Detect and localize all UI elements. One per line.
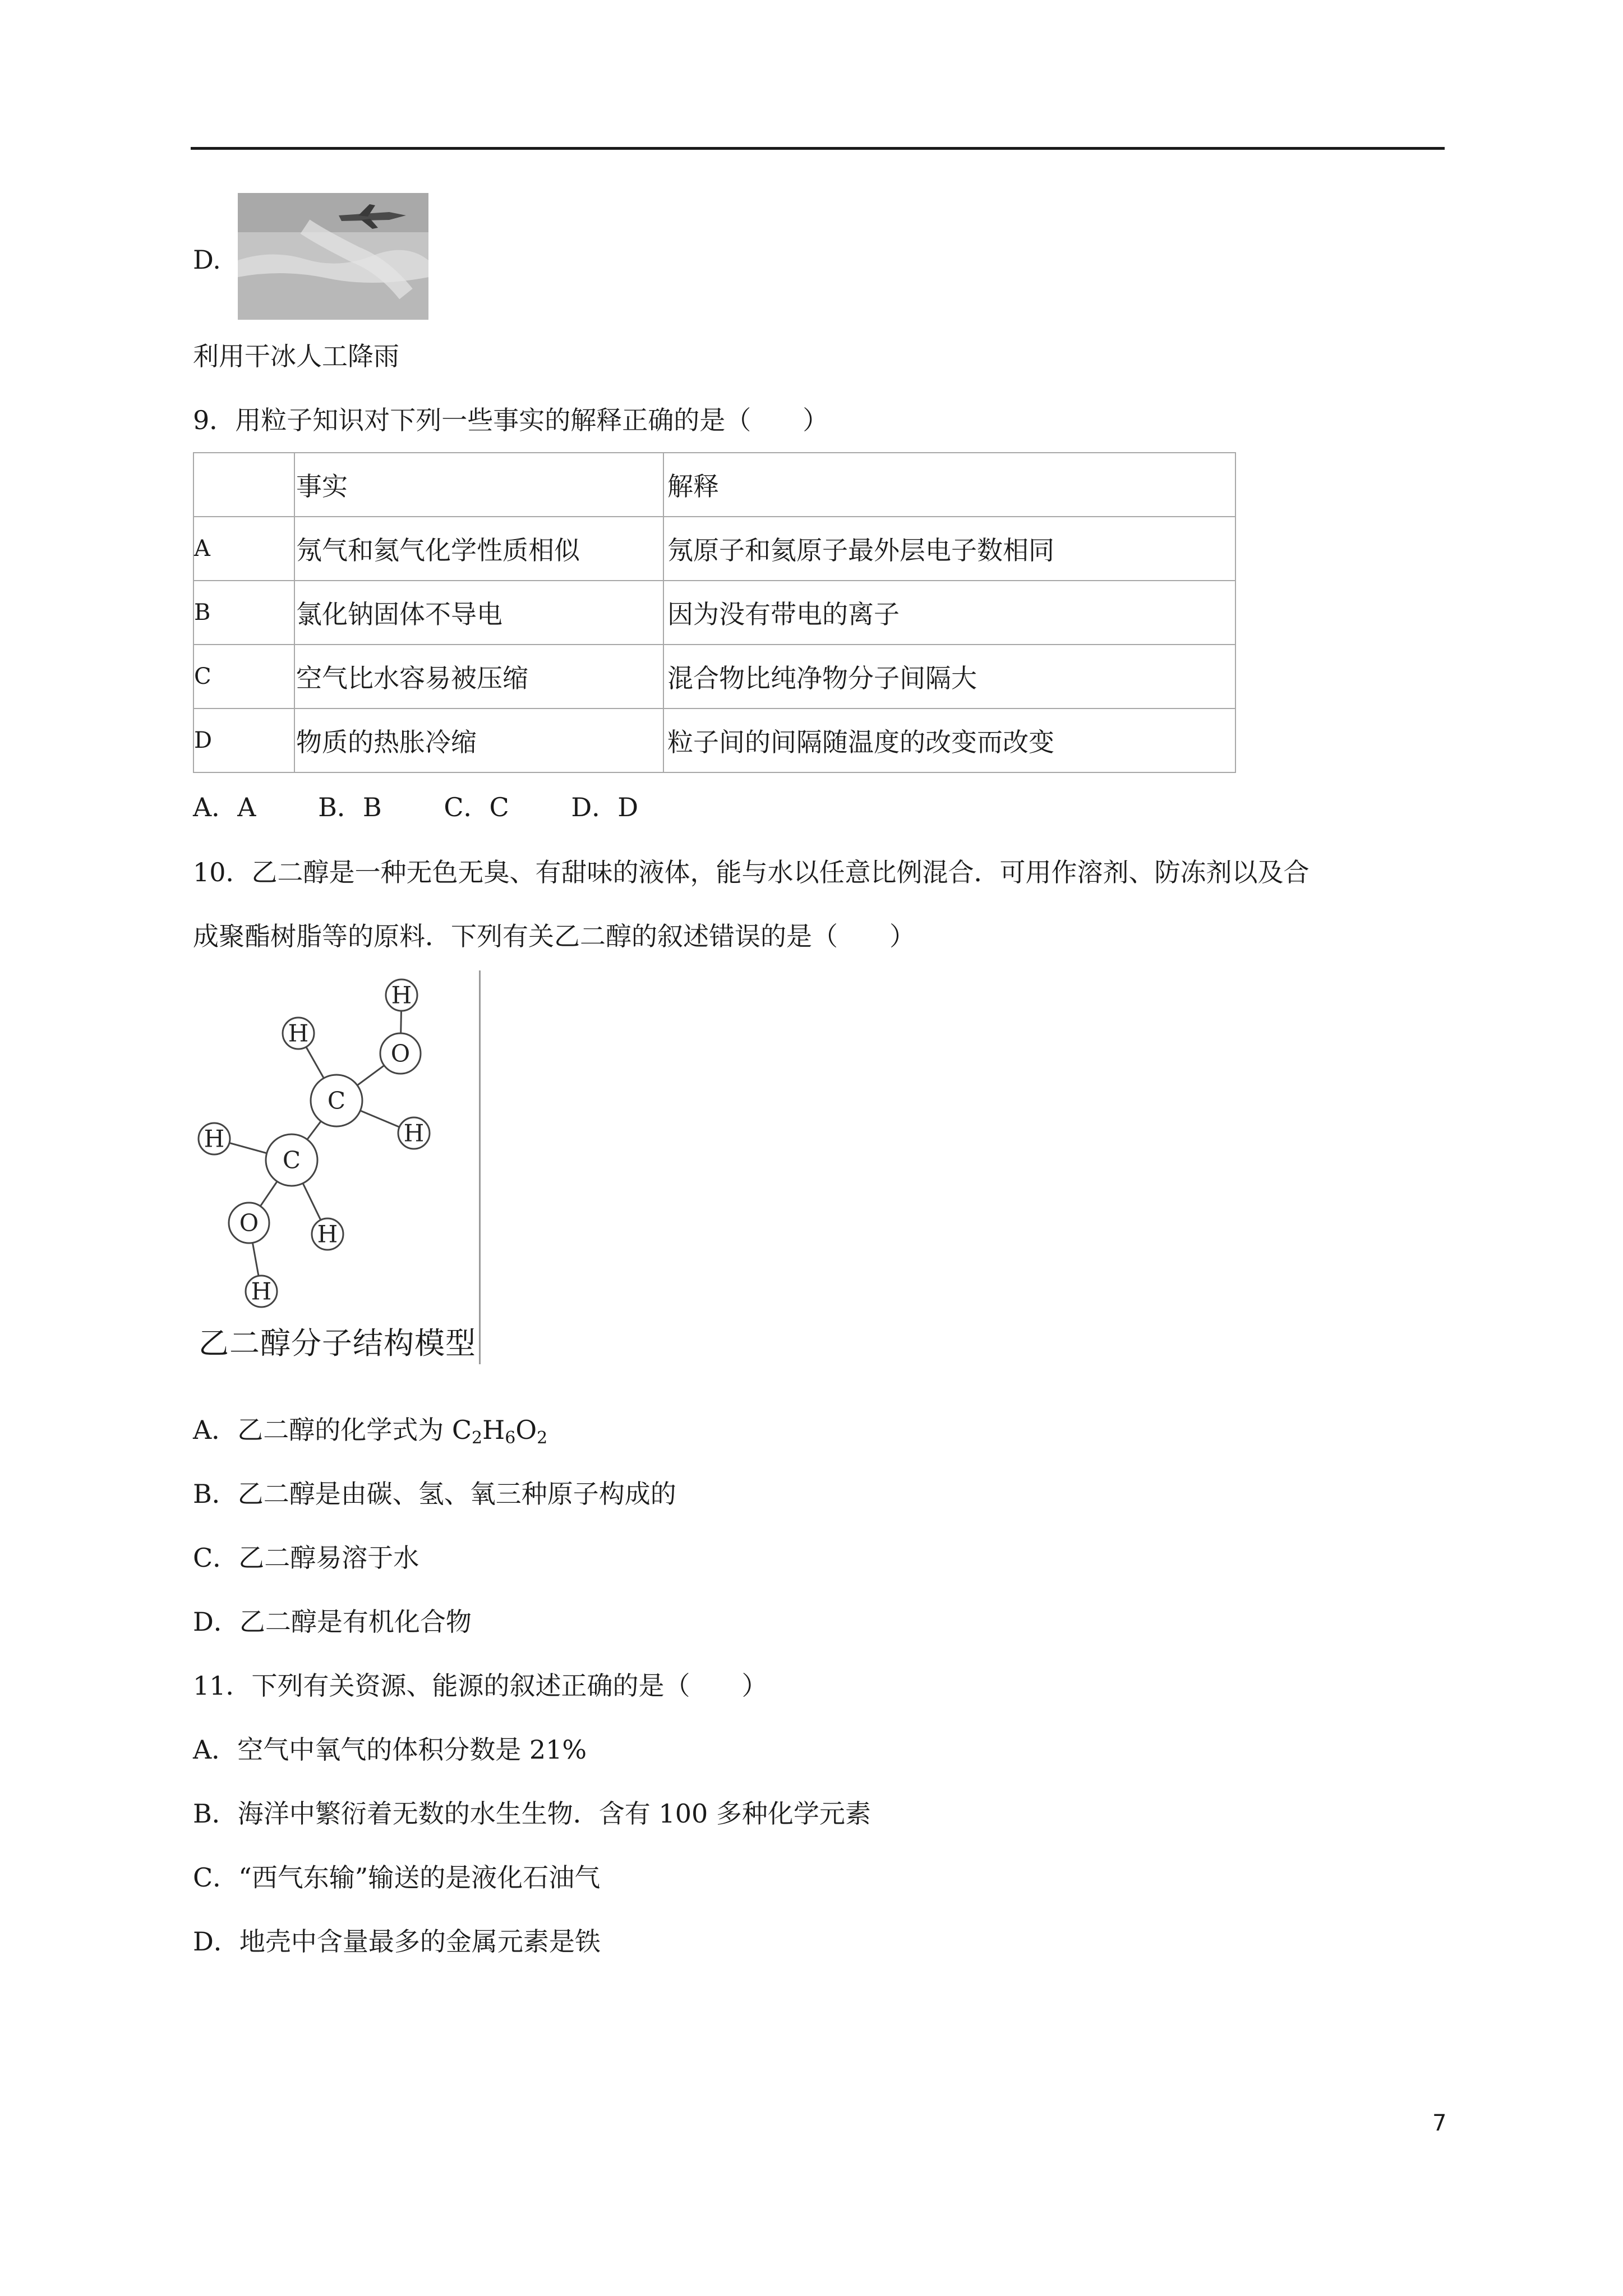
- q8-option-d-label: D.: [193, 245, 221, 275]
- molecule-diagram: [193, 970, 479, 1318]
- q10-option-c: C．乙二醇易溶于水: [193, 1543, 419, 1573]
- q10-option-b: B．乙二醇是由碳、氢、氧三种原子构成的: [193, 1479, 676, 1509]
- table-header-cell: 事实: [294, 453, 663, 517]
- figure-caption: 乙二醇分子结构模型: [199, 1326, 476, 1361]
- q9-option-d: D．D: [571, 792, 639, 822]
- table-cell: 氖原子和氦原子最外层电子数相同: [663, 517, 1235, 581]
- page-number: 7: [1432, 2110, 1447, 2136]
- table-cell: 物质的热胀冷缩: [294, 708, 663, 772]
- table-cell: 氯化钠固体不导电: [294, 581, 663, 645]
- q10-option-d: D．乙二醇是有机化合物: [193, 1607, 472, 1637]
- q11-option-a: A．空气中氧气的体积分数是 21%: [193, 1734, 587, 1765]
- q10-option-a: A．乙二醇的化学式为 $C_2H_6O_2$: [193, 1415, 548, 1448]
- table-row: [193, 645, 1235, 708]
- q9-option-c: C．C: [444, 792, 509, 822]
- table-row: [193, 708, 1235, 772]
- table-cell: C: [193, 645, 294, 708]
- atom-h: H: [403, 1119, 425, 1147]
- ethylene-glycol-molecule-figure: [193, 970, 481, 1364]
- table-cell: 混合物比纯净物分子间隔大: [663, 645, 1235, 708]
- table-header-cell: 解释: [663, 453, 1235, 517]
- q9-table: [193, 452, 1236, 773]
- table-cell: 粒子间的间隔随温度的改变而改变: [663, 708, 1235, 772]
- atom-h: H: [204, 1125, 225, 1153]
- atom-h: H: [251, 1277, 272, 1305]
- atom-c: C: [282, 1146, 301, 1174]
- q9-options: [193, 792, 692, 823]
- q9-option-b: B．B: [318, 792, 382, 822]
- atom-o: O: [390, 1039, 411, 1068]
- q8-option-d-caption: 利用干冰人工降雨: [193, 341, 399, 371]
- table-cell: B: [193, 581, 294, 645]
- table-cell: A: [193, 517, 294, 581]
- airplane-over-clouds-photo: [238, 193, 428, 320]
- table-header-cell: [193, 453, 294, 517]
- atom-o: O: [239, 1209, 259, 1237]
- q9-option-a: A．A: [193, 792, 256, 822]
- q11-option-c: C．“西气东输”输送的是液化石油气: [193, 1862, 601, 1893]
- table-row: [193, 517, 1235, 581]
- q9-stem: 9．用粒子知识对下列一些事实的解释正确的是（ ）: [193, 405, 829, 435]
- table-cell: 氖气和氦气化学性质相似: [294, 517, 663, 581]
- q11-option-b: B．海洋中繁衍着无数的水生生物．含有 100 多种化学元素: [193, 1798, 871, 1829]
- atom-h: H: [317, 1220, 338, 1248]
- header-rule: [191, 147, 1445, 150]
- table-cell: 空气比水容易被压缩: [294, 645, 663, 708]
- atom-h: H: [288, 1019, 309, 1047]
- table-cell: 因为没有带电的离子: [663, 581, 1235, 645]
- table-cell: D: [193, 708, 294, 772]
- q11-option-d: D．地壳中含量最多的金属元素是铁: [193, 1926, 601, 1957]
- atom-c: C: [327, 1087, 346, 1115]
- table-header-row: [193, 453, 1235, 517]
- q10-stem-line2: 成聚酯树脂等的原料．下列有关乙二醇的叙述错误的是（ ）: [193, 921, 915, 951]
- table-row: [193, 581, 1235, 645]
- q10-stem-line1: 10．乙二醇是一种无色无臭、有甜味的液体，能与水以任意比例混合．可用作溶剂、防冻剂以及合: [193, 857, 1310, 887]
- q11-stem: 11．下列有关资源、能源的叙述正确的是（ ）: [193, 1671, 768, 1701]
- atom-h: H: [391, 981, 412, 1009]
